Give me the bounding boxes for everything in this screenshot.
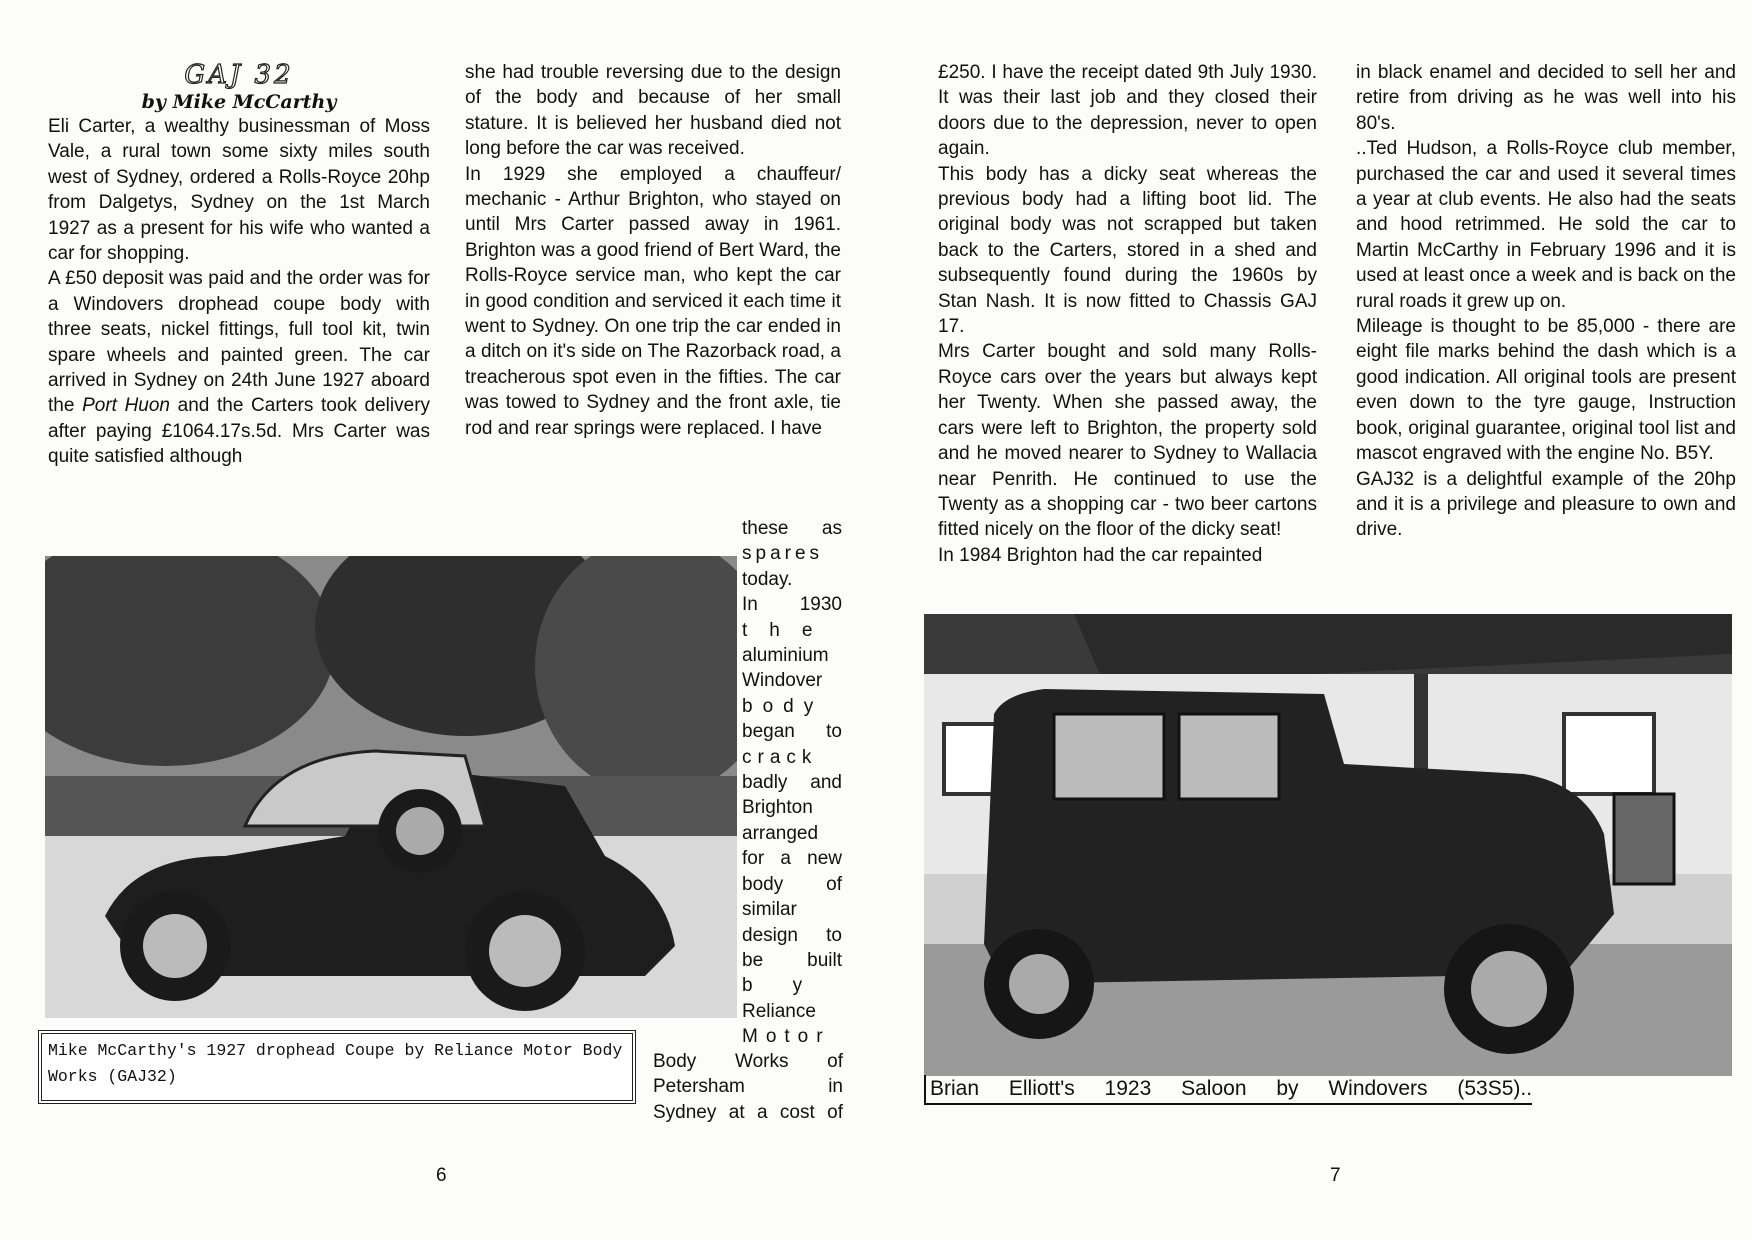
- page-number: 6: [436, 1165, 447, 1186]
- text-line: Reliance: [742, 1000, 816, 1022]
- text-line: body of: [742, 873, 842, 895]
- paragraph: In 1929 she employed a chauffeur/ mechanic - Arthur Brighton, who stayed on until Mrs Carter passed away in 1961. Brighton was a good friend of Bert Ward, the Rolls-Royce service man, who kept the car in good condition and serviced it each time it went to Sydney. On one trip the car ended in a ditch on it's side on The Razorback road, a treacherous spot even in the fifties. The car was towed to Sydney and the front axle, tie rod and rear springs were replaced. I have: [465, 163, 841, 439]
- coupe-photo: [45, 556, 737, 1018]
- text-line: body: [742, 695, 824, 717]
- coupe-photo-image: [45, 556, 737, 1018]
- column-3: [938, 60, 1317, 568]
- text-line: for a new: [742, 848, 842, 870]
- saloon-photo-image: [924, 614, 1732, 1076]
- article-title: GAJ 32: [184, 60, 294, 90]
- paragraph: £250. I have the receipt dated 9th July 1930. It was their last job and they closed their doors due to the depression, never to open again.: [938, 62, 1317, 160]
- narrow-column: [742, 516, 842, 1050]
- text-line: Motor: [742, 1026, 831, 1048]
- article-byline: by Mike McCarthy: [141, 91, 337, 113]
- text-line: spares: [742, 543, 824, 565]
- ship-name: Port Huon: [82, 395, 170, 417]
- page-7: [876, 0, 1752, 1240]
- text-line: Body Works of: [653, 1051, 843, 1072]
- column-4: [1356, 60, 1736, 543]
- paragraph: she had trouble reversing due to the design of the body and because of her small stature. It is believed her husband died not long before the car was received.: [465, 62, 841, 160]
- text-line: Windover: [742, 670, 823, 692]
- coupe-caption: [38, 1030, 636, 1104]
- text-line: the: [742, 619, 835, 641]
- text-line: Brighton: [742, 797, 813, 819]
- caption-text: Mike McCarthy's 1927 drophead Coupe by Reliance Motor Body Works (GAJ32): [48, 1041, 623, 1086]
- text-line: began to: [742, 721, 842, 743]
- paragraph: In 1984 Brighton had the car repainted: [938, 544, 1263, 566]
- paragraph: GAJ32 is a delightful example of the 20hp and it is a privilege and pleasure to own and drive.: [1356, 468, 1736, 541]
- column-2: [465, 60, 841, 441]
- text-line: badly and: [742, 772, 842, 794]
- bottom-lines: [653, 1049, 843, 1125]
- paragraph: ..Ted Hudson, a Rolls-Royce club member, purchased the car and used it several times a year at club events. He also had the seats and hood retrimmed. He sold the car to Martin McCarthy in February 1996 and it is used at least once a week and is back on the rural roads it grew up on.: [1356, 138, 1736, 312]
- saloon-photo: [924, 614, 1732, 1076]
- text-line: similar: [742, 899, 797, 921]
- paragraph: A £50 deposit was paid and the order was for a Windovers drophead coupe body with three seats, nickel fittings, full tool kit, twin spare wheels and painted green. The car arrived in Sydney on 24th June 1927 aboard the Port Huon and the Carters took delivery after paying £1064.17s.5d. Mrs Carter was quite satisfied although: [48, 268, 431, 468]
- column-1: [48, 60, 430, 470]
- paragraph: in black enamel and decided to sell her and retire from driving as he was well into his 80's.: [1356, 62, 1736, 134]
- text-line: arranged: [742, 822, 819, 844]
- text-line: In 1930: [742, 594, 842, 616]
- text-line: these as: [742, 518, 842, 539]
- page-number: 7: [1330, 1165, 1341, 1186]
- paragraph: This body has a dicky seat whereas the previous body had a lifting boot lid. The original body was not scrapped but taken back to the Carters, stored in a shed and subsequently found during the 1960s by Stan Nash. It is now fitted to Chassis GAJ 17.: [938, 163, 1317, 338]
- text-line: by: [742, 975, 843, 997]
- text-line: crack: [742, 746, 818, 768]
- saloon-caption: Brian Elliott's 1923 Saloon by Windovers (53S5)..: [924, 1075, 1532, 1105]
- paragraph: Mileage is thought to be 85,000 - there are eight file marks behind the dash which is a good indication. All original tools are present even down to the tyre gauge, Instruction book, original guarantee, original tool list and mascot engraved with the engine No. B5Y.: [1356, 316, 1736, 465]
- paragraph: Mrs Carter bought and sold many Rolls-Royce cars over the years but always kept her Twenty. When she passed away, the cars were left to Brighton, the property sold and he moved nearer to Sydney to Wallacia near Penrith. He continued to use the Twenty as a shopping car - two beer cartons fitted nicely on the floor of the dicky seat!: [938, 341, 1317, 541]
- text-line: Petersham in: [653, 1076, 843, 1098]
- text-line: Sydney at a cost of: [653, 1101, 843, 1123]
- text-line: be built: [742, 949, 842, 971]
- text-line: design to: [742, 924, 842, 946]
- paragraph: Eli Carter, a wealthy businessman of Moss Vale, a rural town some sixty miles south west of Sydney, ordered a Rolls-Royce 20hp from Dalgetys, Sydney on the 1st March 1927 as a present for his wife who wanted a car for shopping.: [48, 116, 430, 265]
- text-line: aluminium: [742, 645, 829, 667]
- text-line: today.: [742, 568, 793, 590]
